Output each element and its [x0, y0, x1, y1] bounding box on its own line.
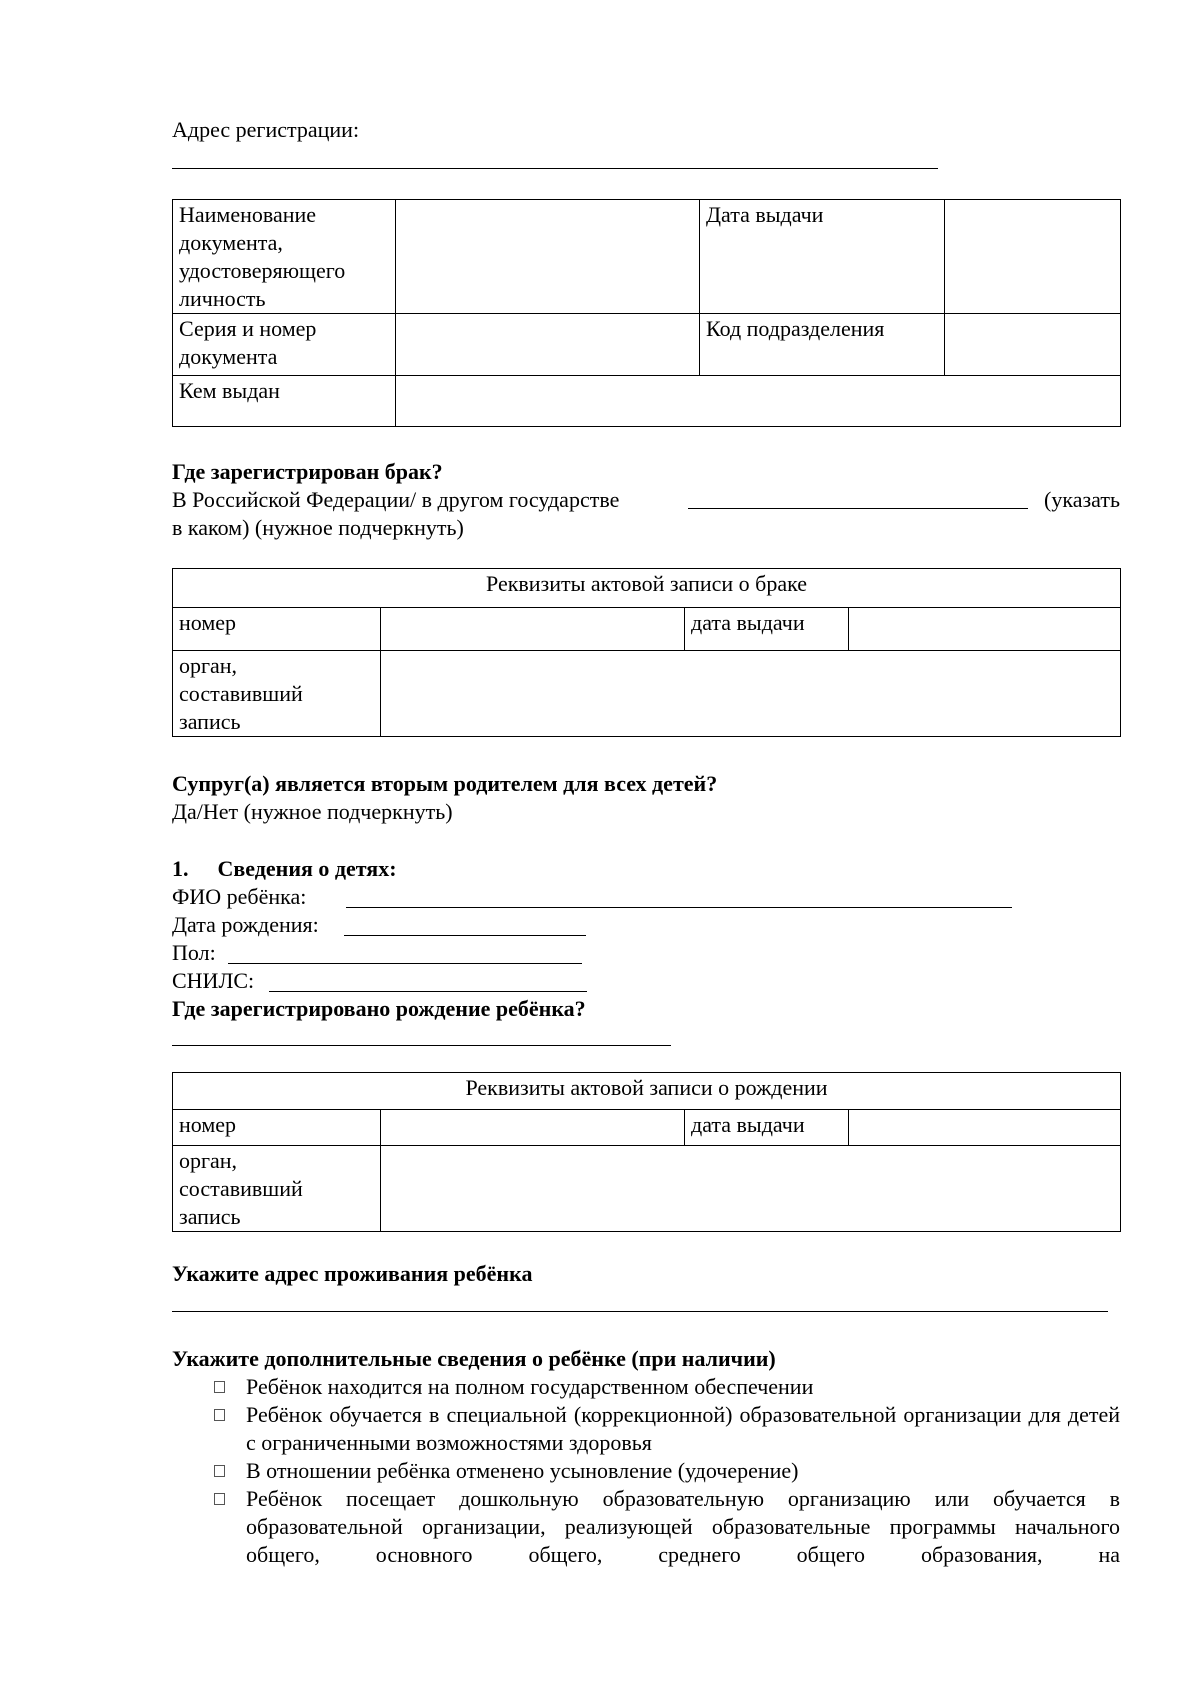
extra-info-item-text: Ребёнок обучается в специальной (коррекционной) образовательной организации для детей с ограниченными возможностями здоровья [246, 1402, 1120, 1455]
checkbox-icon[interactable] [214, 1381, 225, 1393]
marriage-issue-date-cell[interactable] [849, 608, 1121, 651]
extra-info-item-text: Ребёнок находится на полном государственном обеспечении [246, 1374, 814, 1399]
child-fio-row [172, 883, 1120, 911]
child-birthdate-row [172, 911, 1120, 939]
issued-by-cell[interactable] [396, 376, 1121, 427]
checkbox-icon[interactable] [214, 1493, 225, 1505]
marriage-authority-cell[interactable] [381, 651, 1121, 737]
child-birthdate-blank[interactable] [344, 911, 586, 936]
registration-address-line[interactable] [172, 168, 938, 169]
child-address-line[interactable] [172, 1311, 1108, 1312]
birth-number-label: номер [173, 1110, 381, 1146]
extra-info-item-text: Ребёнок посещает дошкольную образовательную организацию или обучается в образовательной организации, реализующей образовательные программы начального общего, основного общего, среднего общего образования, на [246, 1486, 1120, 1567]
child-sex-row [172, 939, 1120, 967]
extra-info-item[interactable] [210, 1401, 1120, 1457]
extra-info-item-text: В отношении ребёнка отменено усыновление (удочерение) [246, 1458, 799, 1483]
children-section-title: Сведения о детях: [217, 856, 397, 881]
checkbox-icon[interactable] [214, 1465, 225, 1477]
extra-info-item[interactable] [210, 1457, 1120, 1485]
birth-issue-date-cell[interactable] [849, 1110, 1121, 1146]
extra-info-item[interactable] [210, 1485, 1120, 1569]
child-snils-label: СНИЛС: [172, 968, 255, 993]
doc-name-label: Наименование документа, удостоверяющего личность [173, 200, 396, 314]
birth-registered-question: Где зарегистрировано рождение ребёнка? [172, 996, 586, 1021]
id-document-table [172, 199, 1121, 427]
doc-name-cell[interactable] [396, 200, 700, 314]
issue-date-label: Дата выдачи [700, 200, 945, 314]
marriage-issue-date-label: дата выдачи [685, 608, 849, 651]
extra-info-item[interactable] [210, 1373, 1120, 1401]
marriage-record-header: Реквизиты актовой записи о браке [173, 569, 1121, 608]
birth-authority-cell[interactable] [381, 1146, 1121, 1232]
issue-date-cell[interactable] [945, 200, 1121, 314]
second-parent-answer: Да/Нет (нужное подчеркнуть) [172, 799, 453, 824]
birth-record-table [172, 1072, 1121, 1232]
children-section-heading [172, 855, 397, 883]
issued-by-label: Кем выдан [173, 376, 396, 427]
birth-registered-line[interactable] [172, 1045, 671, 1046]
second-parent-question: Супруг(а) является вторым родителем для всех детей? [172, 771, 718, 796]
marriage-question: Где зарегистрирован брак? [172, 459, 443, 484]
child-fio-blank[interactable] [346, 883, 1012, 908]
birth-record-header: Реквизиты актовой записи о рождении [173, 1073, 1121, 1110]
marriage-number-label: номер [173, 608, 381, 651]
marriage-number-cell[interactable] [381, 608, 685, 651]
birth-authority-label: орган, составивший запись [173, 1146, 381, 1232]
division-code-cell[interactable] [945, 314, 1121, 376]
child-snils-row [172, 967, 1120, 995]
marriage-specify-line2: в каком) (нужное подчеркнуть) [172, 515, 464, 540]
child-snils-blank[interactable] [269, 967, 587, 992]
birth-issue-date-label: дата выдачи [685, 1110, 849, 1146]
marriage-record-table [172, 568, 1121, 737]
marriage-authority-label: орган, составивший запись [173, 651, 381, 737]
child-address-question: Укажите адрес проживания ребёнка [172, 1261, 533, 1286]
series-number-cell[interactable] [396, 314, 700, 376]
series-number-label: Серия и номер документа [173, 314, 396, 376]
marriage-options-line [172, 486, 1120, 514]
marriage-options-text: В Российской Федерации/ в другом государстве [172, 487, 620, 512]
checkbox-icon[interactable] [214, 1409, 225, 1421]
extra-info-list [210, 1373, 1120, 1569]
marriage-specify-tail: (указать [1044, 487, 1120, 512]
extra-info-title: Укажите дополнительные сведения о ребёнке (при наличии) [172, 1346, 776, 1371]
child-sex-label: Пол: [172, 940, 216, 965]
registration-address-label: Адрес регистрации: [172, 117, 360, 142]
children-section-number: 1. [172, 856, 189, 881]
child-sex-blank[interactable] [228, 939, 582, 964]
birth-number-cell[interactable] [381, 1110, 685, 1146]
marriage-country-blank[interactable] [688, 484, 1028, 509]
child-birthdate-label: Дата рождения: [172, 912, 319, 937]
division-code-label: Код подразделения [700, 314, 945, 376]
child-fio-label: ФИО ребёнка: [172, 884, 307, 909]
